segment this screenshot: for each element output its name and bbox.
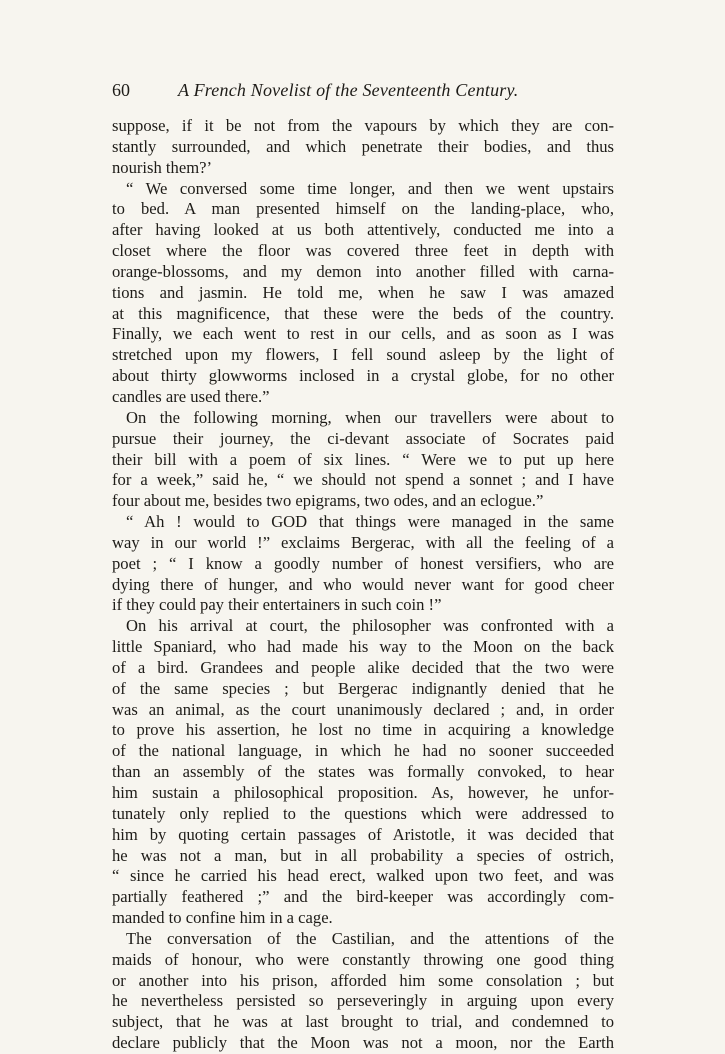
text-line: stantly surrounded, and which penetrate their bodies, and thus <box>112 136 614 156</box>
text-line: manded to confine him in a cage. <box>112 908 333 928</box>
page-number: 60 <box>112 80 130 100</box>
text-line: at this magnificence, that these were the beds of the country. <box>112 303 614 323</box>
text-line: orange-blossoms, and my demon into another filled with carna- <box>112 261 614 281</box>
text-line: him by quoting certain passages of Aristotle, it was decided that <box>112 824 614 844</box>
text-line: to bed. A man presented himself on the landing-place, who, <box>112 199 614 219</box>
text-line: to prove his assertion, he lost no time in acquiring a knowledge <box>112 720 614 740</box>
text-line: way in our world !” exclaims Bergerac, with all the feeling of a <box>112 532 614 552</box>
text-line: after having looked at us both attentively, conducted me into a <box>112 220 614 240</box>
text-line: than an assembly of the states was formally convoked, to hear <box>112 762 614 782</box>
text-line: “ We conversed some time longer, and then we went upstairs <box>126 178 614 198</box>
text-line: of a bird. Grandees and people alike decided that the two were <box>112 657 614 677</box>
text-line: their bill with a poem of six lines. “ Were we to put up here <box>112 449 614 469</box>
text-line: Finally, we each went to rest in our cells, and as soon as I was <box>112 324 614 344</box>
text-line: he nevertheless persisted so perseveringly in arguing upon every <box>112 991 614 1011</box>
text-line: pursue their journey, the ci-devant associate of Socrates paid <box>112 428 614 448</box>
text-line: candles are used there.” <box>112 386 270 406</box>
text-line: little Spaniard, who had made his way to the Moon on the back <box>112 637 614 657</box>
text-line: partially feathered ;” and the bird-keeper was accordingly com- <box>112 887 614 907</box>
text-line: stretched upon my flowers, I fell sound asleep by the light of <box>112 345 614 365</box>
text-line: four about me, besides two epigrams, two odes, and an eclogue.” <box>112 491 544 511</box>
text-line: suppose, if it be not from the vapours by which they are con- <box>112 116 614 135</box>
text-line: On his arrival at court, the philosopher was confronted with a <box>126 616 614 636</box>
text-line: closet where the floor was covered three feet in depth with <box>112 241 614 261</box>
text-line: On the following morning, when our travellers were about to <box>126 407 614 427</box>
text-line: or another into his prison, afforded him some consolation ; but <box>112 970 614 990</box>
text-line: “ Ah ! would to GOD that things were managed in the same <box>126 512 614 532</box>
text-line: declare publicly that the Moon was not a moon, nor the Earth <box>112 1033 614 1053</box>
text-line: The conversation of the Castilian, and the attentions of the <box>126 928 614 948</box>
text-line: maids of honour, who were constantly throwing one good thing <box>112 949 614 969</box>
text-line: he was not a man, but in all probability a species of ostrich, <box>112 845 614 865</box>
text-line: tions and jasmin. He told me, when he saw I was amazed <box>112 282 614 302</box>
text-line: poet ; “ I know a goodly number of honest versifiers, who are <box>112 553 614 573</box>
body-text <box>112 116 614 1054</box>
book-page <box>112 78 614 1054</box>
running-title: A French Novelist of the Seventeenth Century. <box>178 80 519 100</box>
text-line: dying there of hunger, and who would never want for good cheer <box>112 574 614 594</box>
text-line: was an animal, as the court unanimously declared ; and, in order <box>112 699 614 719</box>
text-line: nourish them?’ <box>112 157 213 177</box>
running-head <box>112 78 614 102</box>
text-line: if they could pay their entertainers in such coin !” <box>112 595 442 615</box>
text-line: him sustain a philosophical proposition. As, however, he unfor- <box>112 783 614 802</box>
text-line: subject, that he was at last brought to trial, and condemned to <box>112 1012 614 1032</box>
text-line: of the national language, in which he had no sooner succeeded <box>112 741 614 761</box>
text-line: “ since he carried his head erect, walked upon two feet, and was <box>112 866 614 886</box>
text-line: for a week,” said he, “ we should not spend a sonnet ; and I have <box>112 470 614 490</box>
text-line: about thirty glowworms inclosed in a crystal globe, for no other <box>112 366 614 386</box>
text-line: tunately only replied to the questions which were addressed to <box>112 803 614 823</box>
text-line: of the same species ; but Bergerac indignantly denied that he <box>112 678 614 698</box>
